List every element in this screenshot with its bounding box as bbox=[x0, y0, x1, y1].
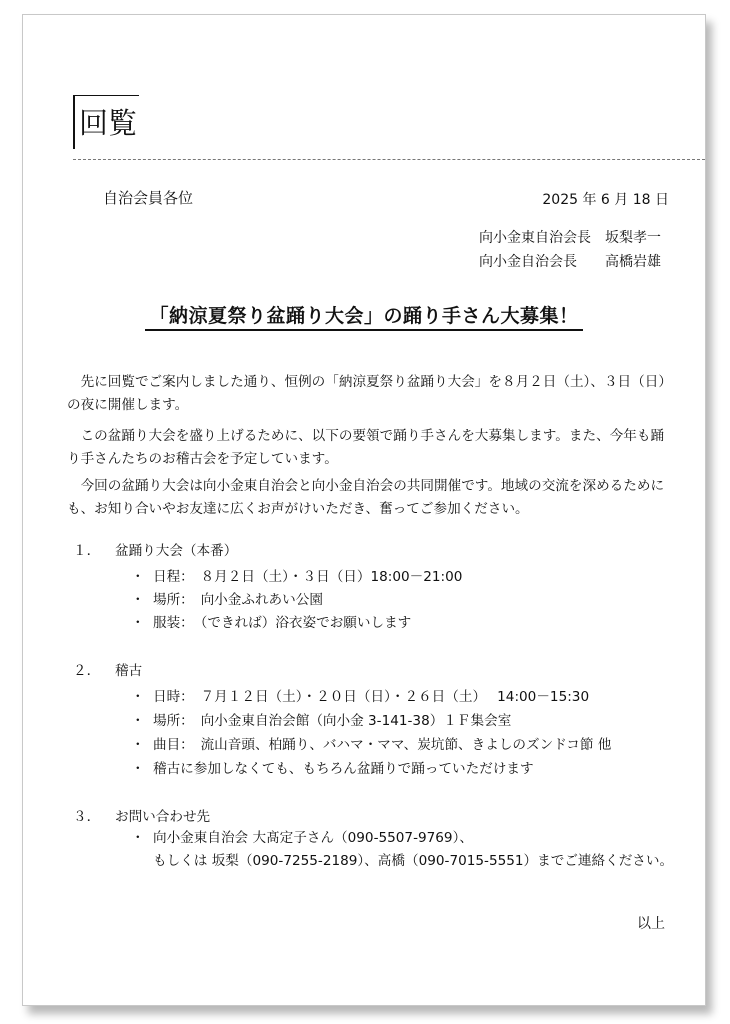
section-2-title: 稽古 bbox=[115, 663, 143, 679]
bullet: ・ bbox=[131, 615, 145, 631]
contact-line-2: もしくは 坂梨（090-7255-2189）、高橋（090-7015-5551）までご連絡ください。 bbox=[153, 853, 674, 869]
item-text: 稽古に参加しなくても、もちろん盆踊りで踊っていただけます bbox=[153, 761, 534, 777]
section-1-title: 盆踊り大会（本番） bbox=[115, 543, 238, 559]
sender-2: 向小金自治会長 高橋岩雄 bbox=[479, 254, 661, 270]
issue-date: 2025 年 6 月 18 日 bbox=[542, 192, 669, 208]
paragraph-3: 今回の盆踊り大会は向小金東自治会と向小金自治会の共同開催です。地域の交流を深めるためにも、お知り合いやお友達に広くお声がけいただき、奮ってご参加ください。 bbox=[67, 478, 665, 517]
section-2-heading bbox=[73, 659, 142, 679]
bullet: ・ bbox=[131, 737, 145, 753]
document-page bbox=[22, 14, 706, 1006]
item-text: 服装： （できれば）浴衣姿でお願いします bbox=[153, 615, 412, 631]
item-text: 日時： ７月１２日（土）・２０日（日）・２６日（土） 14:00－15:30 bbox=[153, 689, 590, 705]
addressee: 自治会員各位 bbox=[103, 189, 194, 207]
item-text: 場所： 向小金ふれあい公園 bbox=[153, 592, 323, 608]
contact-info bbox=[131, 827, 683, 873]
document-title bbox=[23, 301, 705, 328]
title-text: 「納涼夏祭り盆踊り大会」の踊り手さん大募集！ bbox=[145, 305, 582, 331]
section-3-number: ３． bbox=[73, 809, 101, 825]
circulation-stamp: 回覧 bbox=[73, 95, 139, 149]
section-2-item-3 bbox=[131, 733, 611, 753]
section-1-item-1 bbox=[131, 565, 462, 585]
bullet: ・ bbox=[131, 830, 145, 846]
header-divider bbox=[73, 159, 705, 160]
section-2-item-1 bbox=[131, 685, 589, 705]
contact-text-1: 向小金東自治会 大髙定子さん（090-5507-9769）、 bbox=[153, 830, 473, 846]
bullet: ・ bbox=[131, 592, 145, 608]
bullet: ・ bbox=[131, 713, 145, 729]
bullet: ・ bbox=[131, 569, 145, 585]
section-1-heading bbox=[73, 539, 237, 559]
contact-line-1 bbox=[131, 827, 683, 850]
paragraph-1: 先に回覧でご案内しました通り、恒例の「納涼夏祭り盆踊り大会」を８月２日（土）、３日（日）の夜に開催します。 bbox=[67, 374, 672, 413]
sender-1: 向小金東自治会長 坂梨孝一 bbox=[479, 230, 661, 246]
section-1-item-3 bbox=[131, 611, 411, 631]
item-text: 場所： 向小金東自治会館（向小金 3-141-38）１Ｆ集会室 bbox=[153, 713, 512, 729]
paragraph-2: この盆踊り大会を盛り上げるために、以下の要領で踊り手さんを大募集します。また、今年も踊り手さんたちのお稽古会を予定しています。 bbox=[67, 428, 665, 467]
section-3-title: お問い合わせ先 bbox=[115, 809, 211, 825]
bullet: ・ bbox=[131, 761, 145, 777]
item-text: 日程： ８月２日（土）・３日（日）18:00－21:00 bbox=[153, 569, 463, 585]
section-1-item-2 bbox=[131, 588, 323, 608]
item-text: 曲目： 流山音頭、柏踊り、バハマ・ママ、炭坑節、きよしのズンドコ節 他 bbox=[153, 737, 612, 753]
closing-mark: 以上 bbox=[637, 916, 665, 932]
section-1-number: １． bbox=[73, 543, 101, 559]
section-2-item-4 bbox=[131, 757, 534, 777]
section-2-number: ２． bbox=[73, 663, 101, 679]
section-3-heading bbox=[73, 805, 210, 825]
section-2-item-2 bbox=[131, 709, 511, 729]
bullet: ・ bbox=[131, 689, 145, 705]
